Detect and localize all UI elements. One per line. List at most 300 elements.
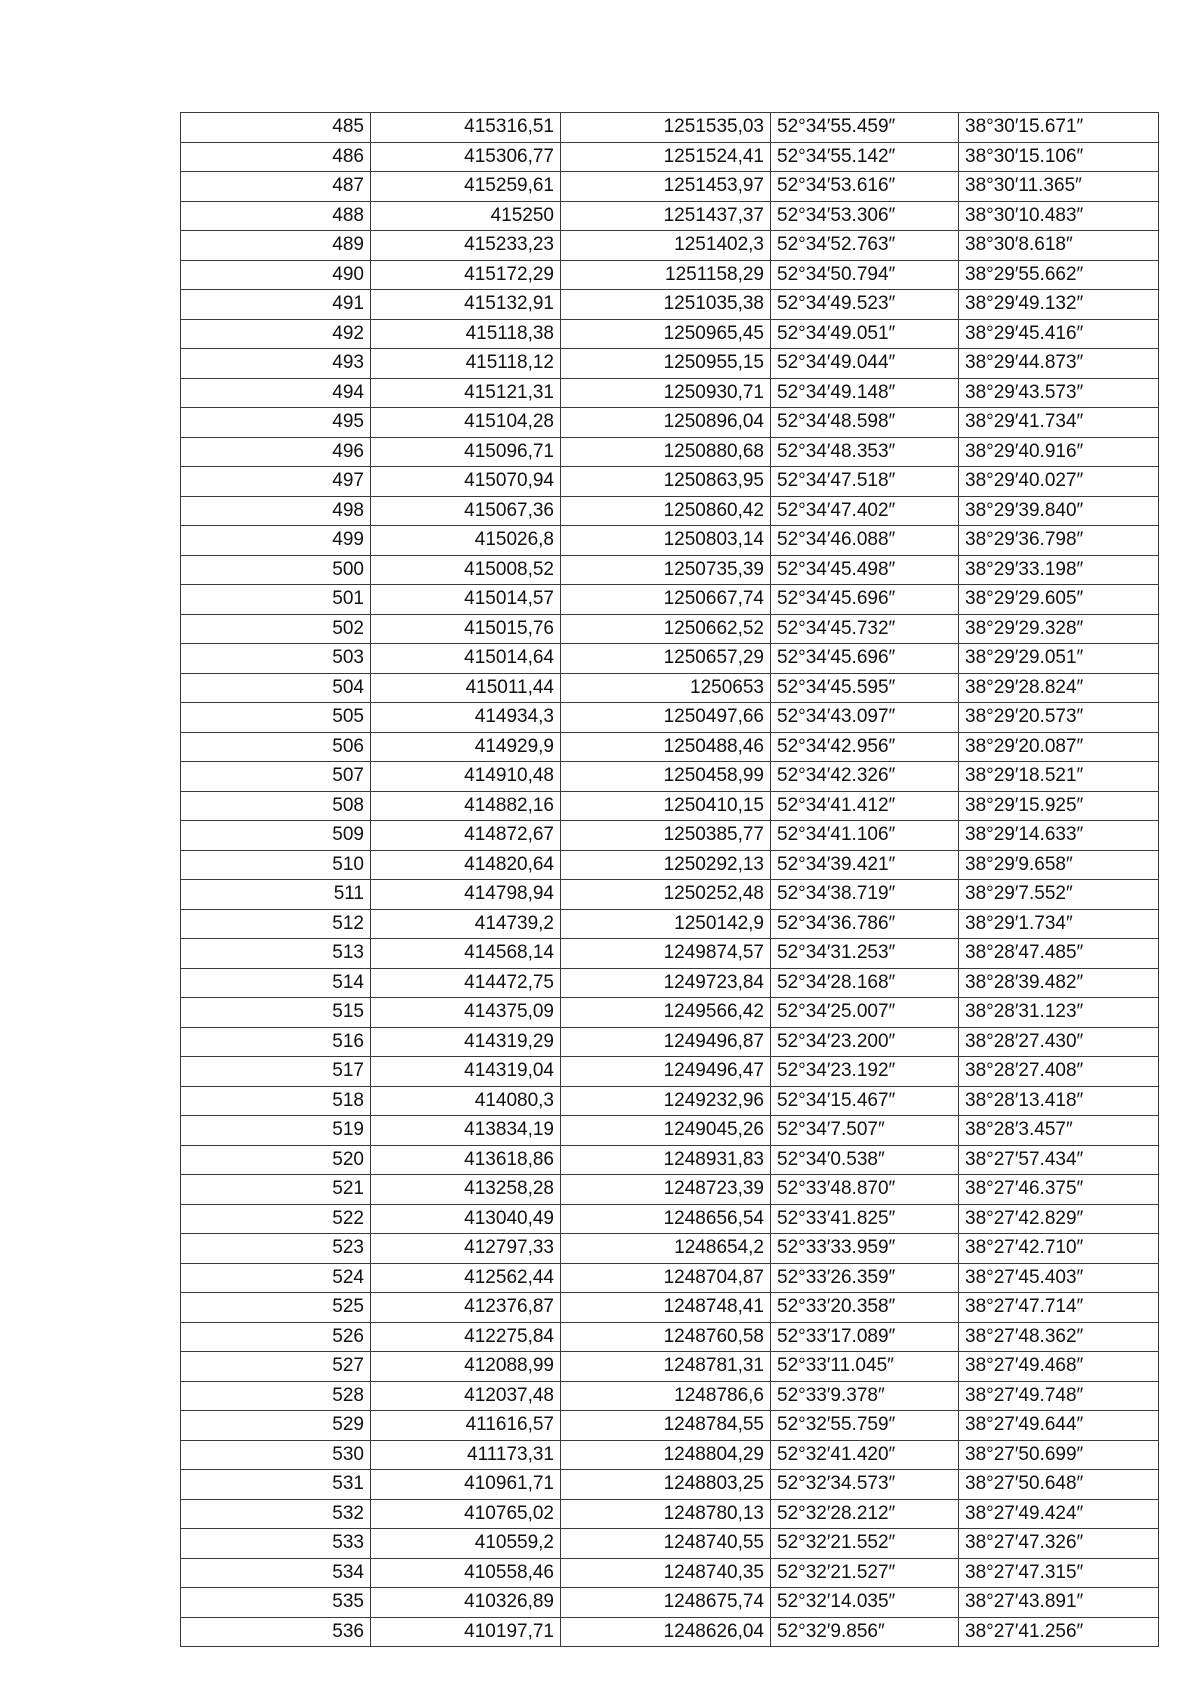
longitude-cell: 38°27′49.644″ xyxy=(959,1411,1159,1441)
y-coordinate-cell: 1251524,41 xyxy=(561,142,771,172)
y-coordinate-cell: 1248784,55 xyxy=(561,1411,771,1441)
table-row xyxy=(181,850,1159,880)
y-coordinate-cell: 1248656,54 xyxy=(561,1204,771,1234)
table-row xyxy=(181,555,1159,585)
longitude-cell: 38°27′50.648″ xyxy=(959,1470,1159,1500)
point-number-cell: 516 xyxy=(181,1027,371,1057)
point-number-cell: 492 xyxy=(181,319,371,349)
y-coordinate-cell: 1248654,2 xyxy=(561,1234,771,1264)
x-coordinate-cell: 415014,57 xyxy=(371,585,561,615)
table-row xyxy=(181,998,1159,1028)
point-number-cell: 517 xyxy=(181,1057,371,1087)
longitude-cell: 38°30′10.483″ xyxy=(959,201,1159,231)
x-coordinate-cell: 414872,67 xyxy=(371,821,561,851)
x-coordinate-cell: 415104,28 xyxy=(371,408,561,438)
y-coordinate-cell: 1250930,71 xyxy=(561,378,771,408)
x-coordinate-cell: 410559,2 xyxy=(371,1529,561,1559)
longitude-cell: 38°27′41.256″ xyxy=(959,1617,1159,1647)
latitude-cell: 52°32′9.856″ xyxy=(771,1617,959,1647)
x-coordinate-cell: 410197,71 xyxy=(371,1617,561,1647)
point-number-cell: 488 xyxy=(181,201,371,231)
table-row xyxy=(181,1499,1159,1529)
longitude-cell: 38°27′45.403″ xyxy=(959,1263,1159,1293)
table-row xyxy=(181,1411,1159,1441)
y-coordinate-cell: 1249723,84 xyxy=(561,968,771,998)
longitude-cell: 38°27′50.699″ xyxy=(959,1440,1159,1470)
point-number-cell: 494 xyxy=(181,378,371,408)
y-coordinate-cell: 1248781,31 xyxy=(561,1352,771,1382)
point-number-cell: 515 xyxy=(181,998,371,1028)
latitude-cell: 52°34′39.421″ xyxy=(771,850,959,880)
y-coordinate-cell: 1250667,74 xyxy=(561,585,771,615)
y-coordinate-cell: 1248740,55 xyxy=(561,1529,771,1559)
x-coordinate-cell: 414934,3 xyxy=(371,703,561,733)
x-coordinate-cell: 410558,46 xyxy=(371,1558,561,1588)
x-coordinate-cell: 410765,02 xyxy=(371,1499,561,1529)
y-coordinate-cell: 1248704,87 xyxy=(561,1263,771,1293)
latitude-cell: 52°33′9.378″ xyxy=(771,1381,959,1411)
longitude-cell: 38°27′47.714″ xyxy=(959,1293,1159,1323)
longitude-cell: 38°29′36.798″ xyxy=(959,526,1159,556)
table-row xyxy=(181,467,1159,497)
y-coordinate-cell: 1250803,14 xyxy=(561,526,771,556)
latitude-cell: 52°34′41.412″ xyxy=(771,791,959,821)
x-coordinate-cell: 411173,31 xyxy=(371,1440,561,1470)
y-coordinate-cell: 1249232,96 xyxy=(561,1086,771,1116)
longitude-cell: 38°28′13.418″ xyxy=(959,1086,1159,1116)
point-number-cell: 531 xyxy=(181,1470,371,1500)
longitude-cell: 38°27′57.434″ xyxy=(959,1145,1159,1175)
longitude-cell: 38°29′7.552″ xyxy=(959,880,1159,910)
x-coordinate-cell: 415096,71 xyxy=(371,437,561,467)
longitude-cell: 38°29′20.087″ xyxy=(959,732,1159,762)
latitude-cell: 52°34′53.306″ xyxy=(771,201,959,231)
longitude-cell: 38°29′40.027″ xyxy=(959,467,1159,497)
point-number-cell: 508 xyxy=(181,791,371,821)
coordinates-table xyxy=(180,112,1159,1647)
x-coordinate-cell: 412275,84 xyxy=(371,1322,561,1352)
y-coordinate-cell: 1248786,6 xyxy=(561,1381,771,1411)
x-coordinate-cell: 415233,23 xyxy=(371,231,561,261)
y-coordinate-cell: 1250955,15 xyxy=(561,349,771,379)
table-row xyxy=(181,1145,1159,1175)
longitude-cell: 38°27′49.424″ xyxy=(959,1499,1159,1529)
x-coordinate-cell: 414798,94 xyxy=(371,880,561,910)
y-coordinate-cell: 1248675,74 xyxy=(561,1588,771,1618)
longitude-cell: 38°28′39.482″ xyxy=(959,968,1159,998)
point-number-cell: 499 xyxy=(181,526,371,556)
latitude-cell: 52°33′20.358″ xyxy=(771,1293,959,1323)
x-coordinate-cell: 414472,75 xyxy=(371,968,561,998)
point-number-cell: 509 xyxy=(181,821,371,851)
point-number-cell: 519 xyxy=(181,1116,371,1146)
latitude-cell: 52°32′28.212″ xyxy=(771,1499,959,1529)
x-coordinate-cell: 411616,57 xyxy=(371,1411,561,1441)
longitude-cell: 38°27′48.362″ xyxy=(959,1322,1159,1352)
longitude-cell: 38°30′11.365″ xyxy=(959,172,1159,202)
x-coordinate-cell: 415015,76 xyxy=(371,614,561,644)
table-row xyxy=(181,1617,1159,1647)
longitude-cell: 38°30′15.671″ xyxy=(959,113,1159,143)
x-coordinate-cell: 414568,14 xyxy=(371,939,561,969)
longitude-cell: 38°29′20.573″ xyxy=(959,703,1159,733)
point-number-cell: 533 xyxy=(181,1529,371,1559)
longitude-cell: 38°29′29.051″ xyxy=(959,644,1159,674)
table-row xyxy=(181,1352,1159,1382)
x-coordinate-cell: 414319,04 xyxy=(371,1057,561,1087)
table-row xyxy=(181,1381,1159,1411)
latitude-cell: 52°33′11.045″ xyxy=(771,1352,959,1382)
latitude-cell: 52°34′41.106″ xyxy=(771,821,959,851)
latitude-cell: 52°34′15.467″ xyxy=(771,1086,959,1116)
y-coordinate-cell: 1248803,25 xyxy=(561,1470,771,1500)
longitude-cell: 38°27′47.326″ xyxy=(959,1529,1159,1559)
table-row xyxy=(181,968,1159,998)
point-number-cell: 521 xyxy=(181,1175,371,1205)
point-number-cell: 528 xyxy=(181,1381,371,1411)
latitude-cell: 52°34′45.595″ xyxy=(771,673,959,703)
latitude-cell: 52°34′42.956″ xyxy=(771,732,959,762)
latitude-cell: 52°33′17.089″ xyxy=(771,1322,959,1352)
latitude-cell: 52°34′38.719″ xyxy=(771,880,959,910)
latitude-cell: 52°34′45.498″ xyxy=(771,555,959,585)
longitude-cell: 38°28′3.457″ xyxy=(959,1116,1159,1146)
table-row xyxy=(181,1027,1159,1057)
table-row xyxy=(181,732,1159,762)
y-coordinate-cell: 1250653 xyxy=(561,673,771,703)
point-number-cell: 501 xyxy=(181,585,371,615)
point-number-cell: 536 xyxy=(181,1617,371,1647)
point-number-cell: 500 xyxy=(181,555,371,585)
latitude-cell: 52°34′43.097″ xyxy=(771,703,959,733)
latitude-cell: 52°34′28.168″ xyxy=(771,968,959,998)
longitude-cell: 38°29′45.416″ xyxy=(959,319,1159,349)
point-number-cell: 504 xyxy=(181,673,371,703)
point-number-cell: 507 xyxy=(181,762,371,792)
point-number-cell: 524 xyxy=(181,1263,371,1293)
x-coordinate-cell: 412088,99 xyxy=(371,1352,561,1382)
longitude-cell: 38°30′15.106″ xyxy=(959,142,1159,172)
point-number-cell: 486 xyxy=(181,142,371,172)
latitude-cell: 52°34′7.507″ xyxy=(771,1116,959,1146)
y-coordinate-cell: 1250458,99 xyxy=(561,762,771,792)
latitude-cell: 52°34′45.696″ xyxy=(771,585,959,615)
y-coordinate-cell: 1250860,42 xyxy=(561,496,771,526)
latitude-cell: 52°34′23.192″ xyxy=(771,1057,959,1087)
table-row xyxy=(181,437,1159,467)
table-row xyxy=(181,496,1159,526)
latitude-cell: 52°32′21.552″ xyxy=(771,1529,959,1559)
x-coordinate-cell: 415172,29 xyxy=(371,260,561,290)
x-coordinate-cell: 414739,2 xyxy=(371,909,561,939)
latitude-cell: 52°34′49.148″ xyxy=(771,378,959,408)
point-number-cell: 520 xyxy=(181,1145,371,1175)
table-row xyxy=(181,1558,1159,1588)
x-coordinate-cell: 414910,48 xyxy=(371,762,561,792)
longitude-cell: 38°29′14.633″ xyxy=(959,821,1159,851)
x-coordinate-cell: 410961,71 xyxy=(371,1470,561,1500)
y-coordinate-cell: 1249874,57 xyxy=(561,939,771,969)
longitude-cell: 38°28′27.430″ xyxy=(959,1027,1159,1057)
longitude-cell: 38°29′55.662″ xyxy=(959,260,1159,290)
x-coordinate-cell: 415026,8 xyxy=(371,526,561,556)
point-number-cell: 525 xyxy=(181,1293,371,1323)
x-coordinate-cell: 412376,87 xyxy=(371,1293,561,1323)
table-row xyxy=(181,142,1159,172)
x-coordinate-cell: 415132,91 xyxy=(371,290,561,320)
y-coordinate-cell: 1249566,42 xyxy=(561,998,771,1028)
longitude-cell: 38°28′27.408″ xyxy=(959,1057,1159,1087)
latitude-cell: 52°33′48.870″ xyxy=(771,1175,959,1205)
table-row xyxy=(181,762,1159,792)
y-coordinate-cell: 1249496,47 xyxy=(561,1057,771,1087)
longitude-cell: 38°29′40.916″ xyxy=(959,437,1159,467)
longitude-cell: 38°29′33.198″ xyxy=(959,555,1159,585)
longitude-cell: 38°30′8.618″ xyxy=(959,231,1159,261)
y-coordinate-cell: 1251437,37 xyxy=(561,201,771,231)
point-number-cell: 535 xyxy=(181,1588,371,1618)
x-coordinate-cell: 413618,86 xyxy=(371,1145,561,1175)
point-number-cell: 526 xyxy=(181,1322,371,1352)
point-number-cell: 485 xyxy=(181,113,371,143)
table-row xyxy=(181,585,1159,615)
x-coordinate-cell: 415121,31 xyxy=(371,378,561,408)
table-row xyxy=(181,319,1159,349)
point-number-cell: 513 xyxy=(181,939,371,969)
table-row xyxy=(181,1293,1159,1323)
x-coordinate-cell: 415250 xyxy=(371,201,561,231)
point-number-cell: 503 xyxy=(181,644,371,674)
longitude-cell: 38°29′41.734″ xyxy=(959,408,1159,438)
latitude-cell: 52°33′26.359″ xyxy=(771,1263,959,1293)
point-number-cell: 489 xyxy=(181,231,371,261)
y-coordinate-cell: 1250252,48 xyxy=(561,880,771,910)
point-number-cell: 530 xyxy=(181,1440,371,1470)
x-coordinate-cell: 413834,19 xyxy=(371,1116,561,1146)
y-coordinate-cell: 1251035,38 xyxy=(561,290,771,320)
table-row xyxy=(181,172,1159,202)
latitude-cell: 52°34′46.088″ xyxy=(771,526,959,556)
longitude-cell: 38°29′1.734″ xyxy=(959,909,1159,939)
x-coordinate-cell: 415306,77 xyxy=(371,142,561,172)
table-row xyxy=(181,1263,1159,1293)
latitude-cell: 52°34′47.518″ xyxy=(771,467,959,497)
longitude-cell: 38°27′49.468″ xyxy=(959,1352,1159,1382)
x-coordinate-cell: 414375,09 xyxy=(371,998,561,1028)
y-coordinate-cell: 1249045,26 xyxy=(561,1116,771,1146)
longitude-cell: 38°27′46.375″ xyxy=(959,1175,1159,1205)
x-coordinate-cell: 412037,48 xyxy=(371,1381,561,1411)
y-coordinate-cell: 1250735,39 xyxy=(561,555,771,585)
y-coordinate-cell: 1248740,35 xyxy=(561,1558,771,1588)
y-coordinate-cell: 1251158,29 xyxy=(561,260,771,290)
table-row xyxy=(181,113,1159,143)
table-row xyxy=(181,644,1159,674)
latitude-cell: 52°34′45.696″ xyxy=(771,644,959,674)
table-row xyxy=(181,614,1159,644)
latitude-cell: 52°32′55.759″ xyxy=(771,1411,959,1441)
y-coordinate-cell: 1250662,52 xyxy=(561,614,771,644)
coordinates-table-body xyxy=(181,113,1159,1647)
longitude-cell: 38°27′43.891″ xyxy=(959,1588,1159,1618)
x-coordinate-cell: 415118,38 xyxy=(371,319,561,349)
x-coordinate-cell: 415316,51 xyxy=(371,113,561,143)
point-number-cell: 511 xyxy=(181,880,371,910)
x-coordinate-cell: 415070,94 xyxy=(371,467,561,497)
longitude-cell: 38°29′29.605″ xyxy=(959,585,1159,615)
x-coordinate-cell: 415259,61 xyxy=(371,172,561,202)
latitude-cell: 52°34′53.616″ xyxy=(771,172,959,202)
latitude-cell: 52°34′25.007″ xyxy=(771,998,959,1028)
table-row xyxy=(181,703,1159,733)
x-coordinate-cell: 410326,89 xyxy=(371,1588,561,1618)
y-coordinate-cell: 1250657,29 xyxy=(561,644,771,674)
longitude-cell: 38°29′18.521″ xyxy=(959,762,1159,792)
x-coordinate-cell: 413040,49 xyxy=(371,1204,561,1234)
coordinates-sheet xyxy=(180,112,1158,1647)
y-coordinate-cell: 1250497,66 xyxy=(561,703,771,733)
point-number-cell: 534 xyxy=(181,1558,371,1588)
point-number-cell: 502 xyxy=(181,614,371,644)
point-number-cell: 518 xyxy=(181,1086,371,1116)
latitude-cell: 52°33′33.959″ xyxy=(771,1234,959,1264)
table-row xyxy=(181,1440,1159,1470)
latitude-cell: 52°34′49.523″ xyxy=(771,290,959,320)
x-coordinate-cell: 415014,64 xyxy=(371,644,561,674)
table-row xyxy=(181,260,1159,290)
table-row xyxy=(181,1175,1159,1205)
y-coordinate-cell: 1248723,39 xyxy=(561,1175,771,1205)
longitude-cell: 38°27′47.315″ xyxy=(959,1558,1159,1588)
table-row xyxy=(181,1086,1159,1116)
x-coordinate-cell: 415067,36 xyxy=(371,496,561,526)
point-number-cell: 512 xyxy=(181,909,371,939)
y-coordinate-cell: 1250965,45 xyxy=(561,319,771,349)
latitude-cell: 52°34′48.353″ xyxy=(771,437,959,467)
table-row xyxy=(181,821,1159,851)
x-coordinate-cell: 414319,29 xyxy=(371,1027,561,1057)
latitude-cell: 52°32′14.035″ xyxy=(771,1588,959,1618)
y-coordinate-cell: 1250292,13 xyxy=(561,850,771,880)
point-number-cell: 523 xyxy=(181,1234,371,1264)
y-coordinate-cell: 1250863,95 xyxy=(561,467,771,497)
y-coordinate-cell: 1250385,77 xyxy=(561,821,771,851)
table-row xyxy=(181,201,1159,231)
latitude-cell: 52°34′0.538″ xyxy=(771,1145,959,1175)
y-coordinate-cell: 1250896,04 xyxy=(561,408,771,438)
point-number-cell: 493 xyxy=(181,349,371,379)
longitude-cell: 38°29′49.132″ xyxy=(959,290,1159,320)
longitude-cell: 38°28′31.123″ xyxy=(959,998,1159,1028)
latitude-cell: 52°34′52.763″ xyxy=(771,231,959,261)
point-number-cell: 496 xyxy=(181,437,371,467)
x-coordinate-cell: 415011,44 xyxy=(371,673,561,703)
point-number-cell: 510 xyxy=(181,850,371,880)
y-coordinate-cell: 1248626,04 xyxy=(561,1617,771,1647)
longitude-cell: 38°27′49.748″ xyxy=(959,1381,1159,1411)
latitude-cell: 52°34′45.732″ xyxy=(771,614,959,644)
latitude-cell: 52°32′41.420″ xyxy=(771,1440,959,1470)
point-number-cell: 527 xyxy=(181,1352,371,1382)
table-row xyxy=(181,231,1159,261)
y-coordinate-cell: 1250410,15 xyxy=(561,791,771,821)
longitude-cell: 38°27′42.829″ xyxy=(959,1204,1159,1234)
latitude-cell: 52°32′21.527″ xyxy=(771,1558,959,1588)
table-row xyxy=(181,408,1159,438)
y-coordinate-cell: 1250880,68 xyxy=(561,437,771,467)
x-coordinate-cell: 415008,52 xyxy=(371,555,561,585)
table-row xyxy=(181,939,1159,969)
table-row xyxy=(181,1470,1159,1500)
latitude-cell: 52°34′48.598″ xyxy=(771,408,959,438)
table-row xyxy=(181,1529,1159,1559)
point-number-cell: 514 xyxy=(181,968,371,998)
latitude-cell: 52°32′34.573″ xyxy=(771,1470,959,1500)
x-coordinate-cell: 415118,12 xyxy=(371,349,561,379)
table-row xyxy=(181,909,1159,939)
x-coordinate-cell: 413258,28 xyxy=(371,1175,561,1205)
latitude-cell: 52°34′23.200″ xyxy=(771,1027,959,1057)
y-coordinate-cell: 1251402,3 xyxy=(561,231,771,261)
table-row xyxy=(181,1116,1159,1146)
x-coordinate-cell: 414929,9 xyxy=(371,732,561,762)
longitude-cell: 38°29′9.658″ xyxy=(959,850,1159,880)
table-row xyxy=(181,349,1159,379)
latitude-cell: 52°34′55.142″ xyxy=(771,142,959,172)
longitude-cell: 38°27′42.710″ xyxy=(959,1234,1159,1264)
x-coordinate-cell: 412562,44 xyxy=(371,1263,561,1293)
y-coordinate-cell: 1248931,83 xyxy=(561,1145,771,1175)
table-row xyxy=(181,791,1159,821)
longitude-cell: 38°29′44.873″ xyxy=(959,349,1159,379)
y-coordinate-cell: 1250488,46 xyxy=(561,732,771,762)
latitude-cell: 52°34′49.044″ xyxy=(771,349,959,379)
table-row xyxy=(181,880,1159,910)
table-row xyxy=(181,1588,1159,1618)
latitude-cell: 52°34′42.326″ xyxy=(771,762,959,792)
y-coordinate-cell: 1249496,87 xyxy=(561,1027,771,1057)
point-number-cell: 505 xyxy=(181,703,371,733)
latitude-cell: 52°34′50.794″ xyxy=(771,260,959,290)
table-row xyxy=(181,673,1159,703)
latitude-cell: 52°34′47.402″ xyxy=(771,496,959,526)
table-row xyxy=(181,290,1159,320)
point-number-cell: 495 xyxy=(181,408,371,438)
latitude-cell: 52°34′36.786″ xyxy=(771,909,959,939)
latitude-cell: 52°33′41.825″ xyxy=(771,1204,959,1234)
y-coordinate-cell: 1250142,9 xyxy=(561,909,771,939)
table-row xyxy=(181,1234,1159,1264)
latitude-cell: 52°34′31.253″ xyxy=(771,939,959,969)
point-number-cell: 498 xyxy=(181,496,371,526)
point-number-cell: 529 xyxy=(181,1411,371,1441)
point-number-cell: 506 xyxy=(181,732,371,762)
y-coordinate-cell: 1248748,41 xyxy=(561,1293,771,1323)
x-coordinate-cell: 412797,33 xyxy=(371,1234,561,1264)
table-row xyxy=(181,378,1159,408)
y-coordinate-cell: 1248780,13 xyxy=(561,1499,771,1529)
x-coordinate-cell: 414820,64 xyxy=(371,850,561,880)
y-coordinate-cell: 1251535,03 xyxy=(561,113,771,143)
point-number-cell: 532 xyxy=(181,1499,371,1529)
longitude-cell: 38°29′28.824″ xyxy=(959,673,1159,703)
table-row xyxy=(181,1057,1159,1087)
x-coordinate-cell: 414080,3 xyxy=(371,1086,561,1116)
point-number-cell: 491 xyxy=(181,290,371,320)
point-number-cell: 490 xyxy=(181,260,371,290)
longitude-cell: 38°29′43.573″ xyxy=(959,378,1159,408)
table-row xyxy=(181,1204,1159,1234)
